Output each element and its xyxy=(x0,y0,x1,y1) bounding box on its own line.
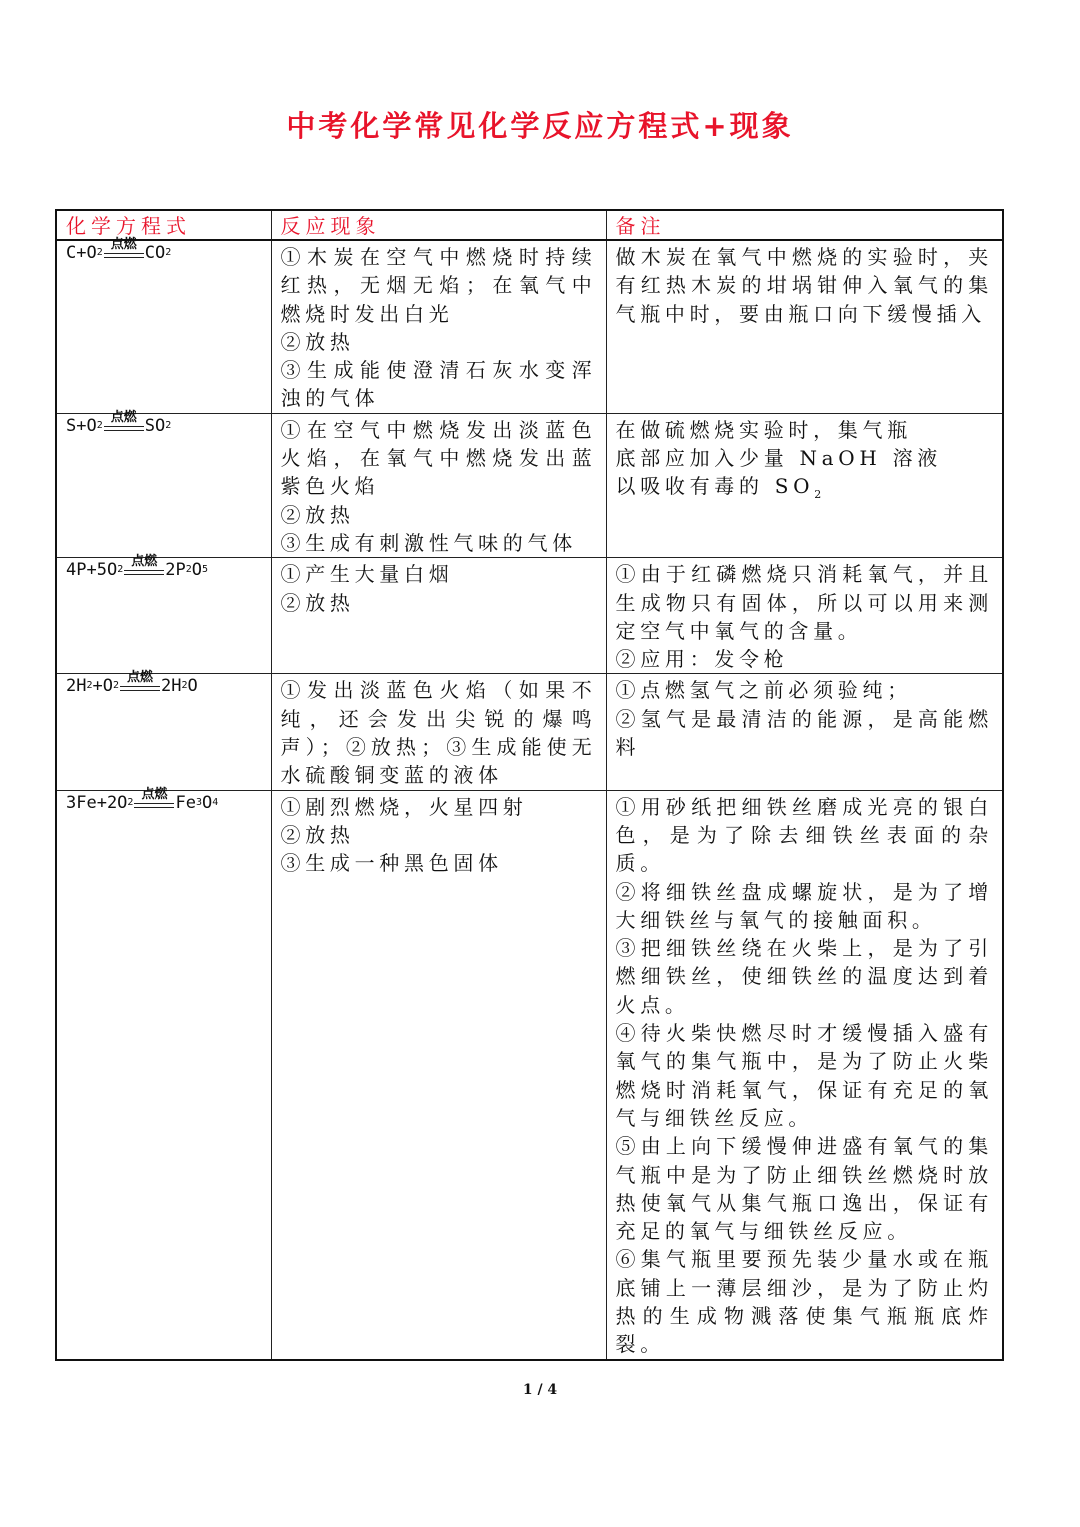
notes-cell: ①用砂纸把细铁丝磨成光亮的银白色，是为了除去细铁丝表面的杂质。 ②将细铁丝盘成螺旋状，是为了增大细铁丝与氧气的接触面积。 ③把细铁丝绕在火柴上，是为了引燃细铁丝，使细铁丝的温度达到着火点。 ④待火柴快燃尽时才缓慢插入盛有氧气的集气瓶中，是为了防止火柴燃烧时消耗氧气，保证有充足的氧气与细铁丝反应。 ⑤由上向下缓慢伸进盛有氧气的集气瓶中是为了防止细铁丝燃烧时放热使氧气从集气瓶口逸出，保证有充足的氧气与细铁丝反应。 ⑥集气瓶里要预先装少量水或在瓶底铺上一薄层细沙，是为了防止灼热的生成物溅落使集气瓶瓶底炸裂。 xyxy=(606,790,1003,1359)
header-phenomenon: 反应现象 xyxy=(271,210,606,240)
equation-cell xyxy=(56,237,271,413)
chemical-equation: S+O 2 点燃 SO 2 xyxy=(66,409,172,436)
chemical-equation: C+O 2 点燃 CO 2 xyxy=(66,237,172,263)
reaction-condition: 点燃 xyxy=(124,555,164,575)
reaction-condition: 点燃 xyxy=(104,411,144,431)
table-row xyxy=(56,790,1003,1359)
phenomenon-cell: ①发出淡蓝色火焰（如果不纯，还会发出尖锐的爆鸣声）；②放热；③生成能使无水硫酸铜变蓝的液体 xyxy=(271,674,606,790)
reaction-condition: 点燃 xyxy=(104,238,144,258)
header-notes: 备注 xyxy=(606,210,1003,240)
phenomenon-cell: ①产生大量白烟 ②放热 xyxy=(271,558,606,674)
notes-cell: ①由于红磷燃烧只消耗氧气，并且生成物只有固体，所以可以用来测定空气中氧气的含量。 ②应用：发令枪 xyxy=(606,558,1003,674)
equation-cell xyxy=(56,409,271,557)
equation-cell xyxy=(56,786,271,1359)
phenomenon-cell: ①在空气中燃烧发出淡蓝色火焰，在氧气中燃烧发出蓝紫色火焰 ②放热 ③生成有刺激性气味的气体 xyxy=(271,413,606,557)
notes-cell: 做木炭在氧气中燃烧的实验时，夹有红热木炭的坩埚钳伸入氧气的集气瓶中时，要由瓶口向下缓慢插入 xyxy=(606,240,1003,413)
reaction-condition: 点燃 xyxy=(134,788,174,808)
chemical-equation: 3Fe+2O 2 点燃 Fe 3 O 4 xyxy=(66,786,219,813)
reaction-table xyxy=(55,209,1004,1361)
chemical-equation: 4P+5O 2 点燃 2P 2 O 5 xyxy=(66,554,209,581)
phenomenon-cell: ①木炭在空气中燃烧时持续红热，无烟无焰；在氧气中燃烧时发出白光 ②放热 ③生成能使澄清石灰水变浑浊的气体 xyxy=(271,240,606,413)
equation-cell xyxy=(56,554,271,674)
phenomenon-cell: ①剧烈燃烧，火星四射 ②放热 ③生成一种黑色固体 xyxy=(271,790,606,1359)
table-header-row xyxy=(56,210,1003,240)
reaction-condition: 点燃 xyxy=(120,671,160,691)
table-row xyxy=(56,240,1003,413)
notes-cell: ①点燃氢气之前必须验纯； ②氢气是最清洁的能源，是高能燃料 xyxy=(606,674,1003,790)
equation-cell xyxy=(56,670,271,790)
table-row xyxy=(56,558,1003,674)
table-row xyxy=(56,413,1003,557)
table-row xyxy=(56,674,1003,790)
page-title: 中考化学常见化学反应方程式+现象 xyxy=(286,109,794,143)
page-number: 1 / 4 xyxy=(522,1382,558,1398)
header-equation: 化学方程式 xyxy=(56,210,271,240)
chemical-equation: 2H 2 +O 2 点燃 2H 2 O xyxy=(66,670,198,697)
notes-cell: 在做硫燃烧实验时，集气瓶 底部应加入少量 NaOH 溶液 以吸收有毒的 $SO_2$ xyxy=(606,413,1003,557)
